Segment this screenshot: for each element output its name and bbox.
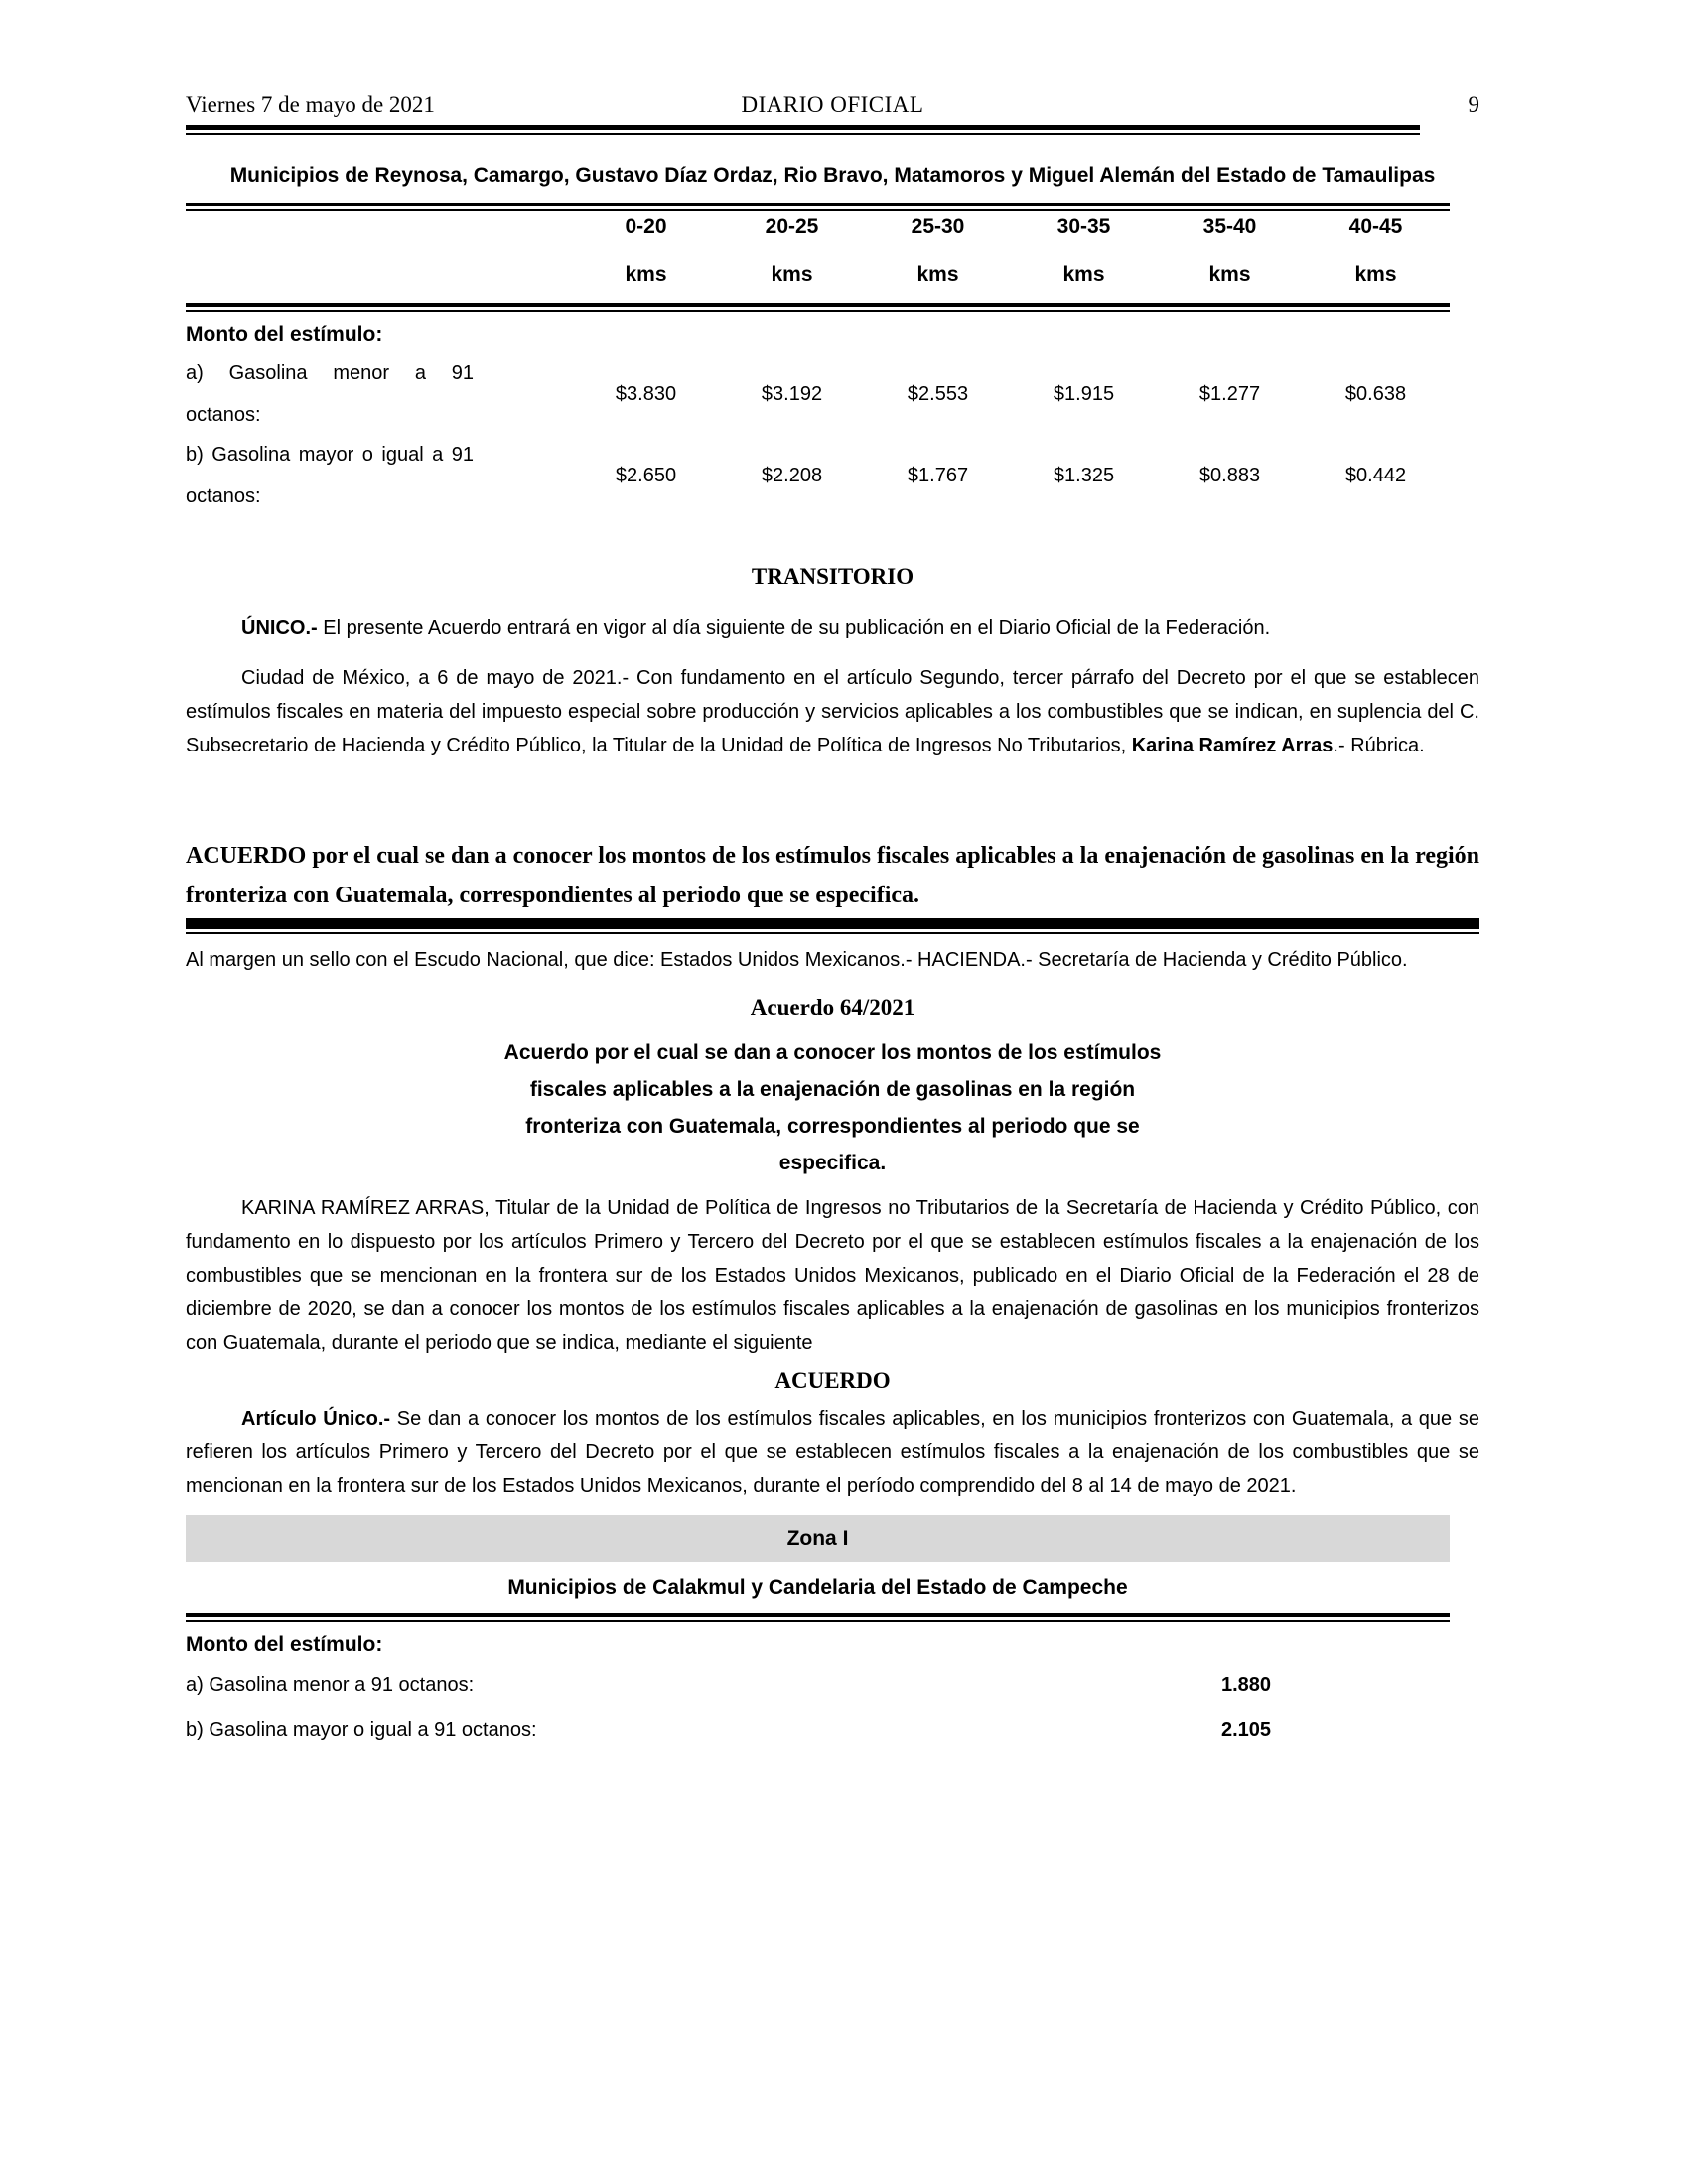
distance-range: 0-20 <box>625 215 667 238</box>
distance-range: 30-35 <box>1056 215 1111 238</box>
acuerdo-headline: ACUERDO por el cual se dan a conocer los montos de los estímulos fiscales aplicables a la enajenación de gasolinas en la región fronteriza con Guatemala, correspondientes al periodo que se especifica. <box>186 843 1479 908</box>
acuerdo-number: Acuerdo 64/2021 <box>750 995 915 1020</box>
distance-unit: kms <box>1062 263 1105 286</box>
acuerdo-subject <box>186 1034 1479 1181</box>
header-publication: DIARIO OFICIAL <box>741 92 924 117</box>
row-value: $1.325 <box>1053 464 1115 486</box>
header-rule <box>186 125 1420 135</box>
row-label: b) Gasolina mayor o igual a 91 octanos: <box>186 1719 537 1741</box>
row-value: 1.880 <box>1221 1674 1272 1696</box>
city-text-end: .- Rúbrica. <box>1333 735 1425 756</box>
row-value: 2.105 <box>1221 1719 1272 1741</box>
transitorio-heading: TRANSITORIO <box>751 564 914 589</box>
unico-paragraph <box>186 612 1479 645</box>
zona-subtitle: Municipios de Calakmul y Candelaria del Estado de Campeche <box>507 1576 1128 1599</box>
table-body <box>186 353 1450 516</box>
signatory-name: Karina Ramírez Arras <box>1131 735 1334 756</box>
distance-unit: kms <box>1208 263 1251 286</box>
unico-text: El presente Acuerdo entrará en vigor al día siguiente de su publicación en el Diario Oficial de la Federación. <box>317 617 1271 639</box>
column-header <box>1303 215 1449 287</box>
row-value: $2.553 <box>907 382 969 405</box>
city-paragraph <box>186 661 1479 762</box>
subject-line: fiscales aplicables a la enajenación de gasolinas en la región <box>529 1078 1136 1101</box>
row-value: $1.277 <box>1198 382 1261 405</box>
table-header-spacer <box>186 215 573 287</box>
row-value: $0.442 <box>1344 464 1407 486</box>
row-value: $2.208 <box>761 464 823 486</box>
table-rule-mid <box>186 303 1450 312</box>
subject-line: fronteriza con Guatemala, correspondientes al periodo que se <box>525 1115 1140 1138</box>
page-header <box>186 92 1479 118</box>
section-label: Monto del estímulo: <box>186 1633 383 1656</box>
zona-banner <box>186 1515 1450 1562</box>
distance-range: 35-40 <box>1202 215 1257 238</box>
distance-unit: kms <box>625 263 667 286</box>
unico-lead: ÚNICO.- <box>241 617 318 639</box>
column-header <box>573 215 719 287</box>
karina-paragraph: KARINA RAMÍREZ ARRAS, Titular de la Unidad de Política de Ingresos no Tributarios de la Secretaría de Hacienda y Crédito Público, con fundamento en lo dispuesto por los artículos Primero y Tercero del Decreto por el que se establecen estímulos fiscales a la enajenación de los combustibles que se mencionan en la frontera sur de los Estados Unidos Mexicanos, publicado en el Diario Oficial de la Federación el 28 de diciembre de 2020, se dan a conocer los montos de los estímulos fiscales aplicables a la enajenación de gasolinas en los municipios fronterizos con Guatemala, durante el periodo que se indica, mediante el siguiente <box>186 1197 1479 1354</box>
al-margen-paragraph: Al margen un sello con el Escudo Nacional, que dice: Estados Unidos Mexicanos.- HACIENDA.- Secretaría de Hacienda y Crédito Público. <box>186 949 1408 971</box>
subject-line: Acuerdo por el cual se dan a conocer los montos de los estímulos <box>503 1041 1162 1064</box>
section-label: Monto del estímulo: <box>186 323 383 345</box>
distance-range: 40-45 <box>1348 215 1403 238</box>
header-date: Viernes 7 de mayo de 2021 <box>186 92 435 117</box>
zona-table-rule <box>186 1613 1450 1622</box>
table-row <box>186 435 1450 516</box>
page-content <box>186 0 1479 1743</box>
articulo-text: Se dan a conocer los montos de los estímulos fiscales aplicables, en los municipios fronterizos con Guatemala, a que se refieren los artículos Primero y Tercero del Decreto por el que se establecen estímulos fiscales a la enajenación de los combustibles que se mencionan en la frontera sur de los Estados Unidos Mexicanos, durante el período comprendido del 8 al 14 de mayo de 2021. <box>186 1408 1479 1497</box>
distance-unit: kms <box>1354 263 1397 286</box>
table-row <box>186 353 1450 435</box>
city-text: Ciudad de México, a 6 de mayo de 2021.- Con fundamento en el artículo Segundo, tercer párrafo del Decreto por el que se establecen estímulos fiscales en materia del impuesto especial sobre producción y servicios aplicables a los combustibles que se indican, en suplencia del C. Subsecretario de Hacienda y Crédito Público, la Titular de la Unidad de Política de Ingresos No Tributarios, <box>186 667 1479 756</box>
row-label: a) Gasolina menor a 91 octanos: <box>186 362 474 426</box>
distance-unit: kms <box>916 263 959 286</box>
row-value: $2.650 <box>615 464 677 486</box>
subject-line: especifica. <box>778 1152 887 1174</box>
zona-label: Zona I <box>786 1526 849 1550</box>
row-value: $1.915 <box>1053 382 1115 405</box>
row-value: $0.638 <box>1344 382 1407 405</box>
distance-range: 20-25 <box>765 215 819 238</box>
column-header <box>1011 215 1157 287</box>
distance-range: 25-30 <box>911 215 965 238</box>
articulo-lead: Artículo Único.- <box>241 1408 391 1430</box>
column-header <box>719 215 865 287</box>
row-label: b) Gasolina mayor o igual a 91 octanos: <box>186 444 474 507</box>
row-value: $3.830 <box>615 382 677 405</box>
column-header <box>1157 215 1303 287</box>
table-header-row <box>186 211 1450 303</box>
distance-unit: kms <box>771 263 813 286</box>
table-row <box>186 1717 1450 1743</box>
row-label: a) Gasolina menor a 91 octanos: <box>186 1674 475 1696</box>
table-row <box>186 1672 1450 1698</box>
row-value: $1.767 <box>907 464 969 486</box>
acuerdo-heading: ACUERDO <box>774 1368 891 1393</box>
column-header <box>865 215 1011 287</box>
headline-separator-bar <box>186 918 1479 934</box>
articulo-paragraph <box>186 1402 1479 1503</box>
tamaulipas-table-title: Municipios de Reynosa, Camargo, Gustavo Díaz Ordaz, Rio Bravo, Matamoros y Miguel Alemán del Estado de Tamaulipas <box>229 164 1436 187</box>
row-value: $3.192 <box>761 382 823 405</box>
tamaulipas-stimulus-table <box>186 203 1450 516</box>
table-rule-top <box>186 203 1450 211</box>
row-value: $0.883 <box>1198 464 1261 486</box>
header-page-number: 9 <box>1468 92 1479 117</box>
